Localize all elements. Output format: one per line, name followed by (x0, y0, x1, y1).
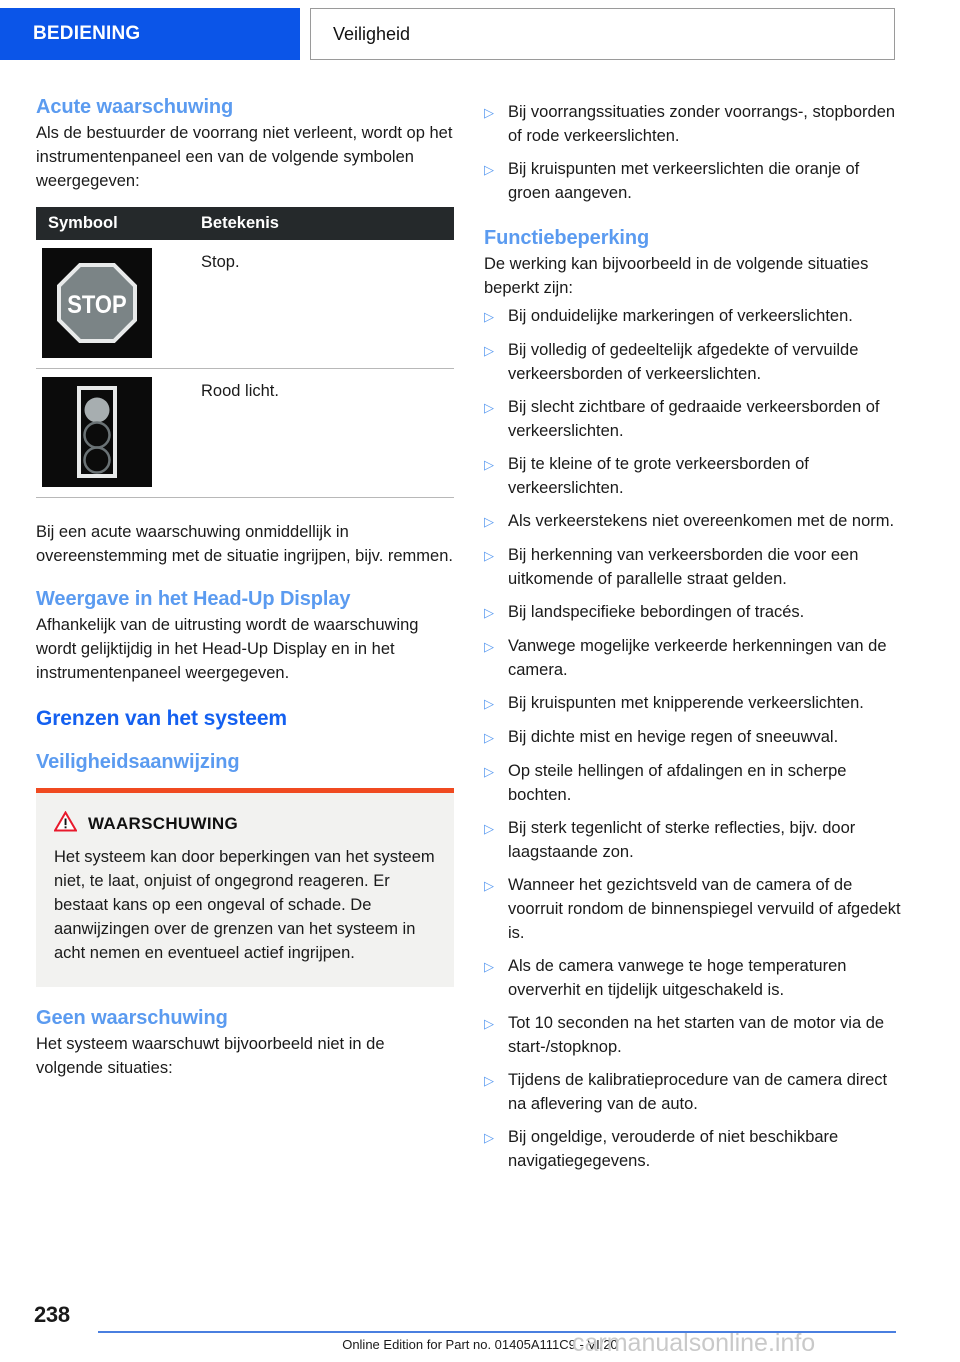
right-column (484, 96, 902, 1182)
triangle-bullet-icon: ▷ (484, 1016, 494, 1031)
warning-body: Het systeem kan door beperkingen van het systeem niet, te laat, onjuist of ongegrond reageren. Er bestaat kans op een ongeval of schade. De aanwijzingen over de grenzen van het systeem in acht nemen en eventueel actief ingrijpen. (54, 848, 435, 962)
triangle-bullet-icon: ▷ (484, 1073, 494, 1088)
list-item (484, 157, 902, 205)
stop-sign-icon (42, 248, 152, 358)
list-item-text: Bij slecht zichtbare of gedraaide verkeersborden of verkeerslichten. (508, 398, 880, 440)
triangle-bullet-icon: ▷ (484, 605, 494, 620)
table-row (36, 240, 454, 369)
column-header-symbol: Symbool (48, 214, 118, 232)
intro-paragraph: Als de bestuurder de voorrang niet verleent, wordt op het instrumentenpaneel een van de volgende symbolen weergegeven: (36, 124, 453, 190)
list-item-text: Op steile hellingen of afdalingen en in scherpe bochten. (508, 762, 847, 804)
heading-head-up-display: Weergave in het Head-Up Display (36, 588, 351, 610)
no-warning-paragraph: Het systeem waarschuwt bijvoorbeeld niet in de volgende situaties: (36, 1035, 385, 1077)
symbol-table-header (36, 207, 454, 240)
edition-text: Online Edition for Part no. 01405A111C9 - VI/20 (342, 1337, 618, 1352)
list-item (484, 395, 902, 443)
list-item-text: Als verkeerstekens niet overeenkomen met de norm. (508, 512, 895, 530)
symbol-cell (36, 248, 201, 358)
list-item-text: Wanneer het gezichtsveld van de camera of de voorruit rondom de binnenspiegel vervuild of afgedekt is. (508, 876, 901, 942)
table-row (36, 369, 454, 498)
list-item-text: Bij te kleine of te grote verkeersborden of verkeerslichten. (508, 455, 809, 497)
function-intro-paragraph: De werking kan bijvoorbeeld in de volgende situaties beperkt zijn: (484, 255, 869, 297)
triangle-bullet-icon: ▷ (484, 162, 494, 177)
heading-acute-warning: Acute waarschuwing (36, 96, 234, 118)
list-item (484, 100, 902, 148)
list-item (484, 509, 902, 534)
triangle-bullet-icon: ▷ (484, 959, 494, 974)
symbol-cell (36, 377, 201, 487)
column-header-meaning: Betekenis (201, 214, 279, 232)
list-item-text: Bij landspecifieke bebordingen of tracés. (508, 603, 805, 621)
triangle-bullet-icon: ▷ (484, 1130, 494, 1145)
section-tab-label: BEDIENING (33, 23, 141, 44)
traffic-light-icon (42, 377, 152, 487)
list-item (484, 452, 902, 500)
warning-title: WAARSCHUWING (88, 814, 238, 833)
list-item-text: Tot 10 seconden na het starten van de motor via de start-/stopknop. (508, 1014, 885, 1056)
meaning-cell: Stop. (201, 253, 240, 271)
list-item (484, 1068, 902, 1116)
triangle-bullet-icon: ▷ (484, 821, 494, 836)
list-item (484, 954, 902, 1002)
heading-system-limits: Grenzen van het systeem (36, 707, 287, 730)
triangle-bullet-icon: ▷ (484, 730, 494, 745)
page-header (0, 8, 960, 60)
list-item-text: Als de camera vanwege te hoge temperaturen oververhit en tijdelijk uitgeschakeld is. (508, 957, 847, 999)
list-item-text: Bij sterk tegenlicht of sterke reflecties, bijv. door laagstaande zon. (508, 819, 856, 861)
after-table-paragraph: Bij een acute waarschuwing onmiddellijk in overeenstemming met de situatie ingrijpen, bijv. remmen. (36, 523, 453, 565)
hud-paragraph: Afhankelijk van de uitrusting wordt de waarschuwing wordt gelijktijdig in het Head-Up Display en in het instrumentenpaneel weergegeven. (36, 616, 419, 682)
list-item-text: Bij voorrangssituaties zonder voorrangs-, stopborden of rode verkeerslichten. (508, 103, 896, 145)
heading-safety-note: Veiligheidsaanwijzing (36, 751, 240, 773)
watermark: carmanualsonline.info (572, 1329, 816, 1357)
list-item-text: Bij herkenning van verkeersborden die voor een uitkomende of parallelle straat gelden. (508, 546, 859, 588)
list-item (484, 873, 902, 945)
list-item (484, 304, 902, 329)
warning-box (36, 788, 454, 987)
triangle-bullet-icon: ▷ (484, 514, 494, 529)
triangle-bullet-icon: ▷ (484, 878, 494, 893)
no-warning-bullet-list (484, 100, 902, 205)
chapter-title: Veiligheid (333, 23, 411, 44)
meaning-cell: Rood licht. (201, 382, 279, 400)
triangle-bullet-icon: ▷ (484, 548, 494, 563)
section-tab (0, 8, 300, 60)
list-item (484, 1125, 902, 1173)
triangle-bullet-icon: ▷ (484, 457, 494, 472)
triangle-bullet-icon: ▷ (484, 343, 494, 358)
function-limitation-bullet-list (484, 304, 902, 1173)
list-item (484, 691, 902, 716)
list-item (484, 634, 902, 682)
list-item-text: Vanwege mogelijke verkeerde herkenningen van de camera. (508, 637, 887, 679)
list-item (484, 600, 902, 625)
triangle-bullet-icon: ▷ (484, 400, 494, 415)
triangle-bullet-icon: ▷ (484, 696, 494, 711)
list-item (484, 725, 902, 750)
svg-text:STOP: STOP (67, 290, 127, 319)
warning-title-row (54, 811, 436, 837)
symbol-table (36, 207, 454, 498)
list-item (484, 338, 902, 386)
list-item-text: Bij kruispunten met knipperende verkeerslichten. (508, 694, 864, 712)
list-item (484, 816, 902, 864)
heading-function-limitation: Functiebeperking (484, 227, 650, 249)
list-item-text: Bij onduidelijke markeringen of verkeerslichten. (508, 307, 853, 325)
list-item (484, 1011, 902, 1059)
left-column (36, 96, 454, 1080)
heading-no-warning: Geen waarschuwing (36, 1007, 228, 1029)
list-item-text: Bij dichte mist en hevige regen of sneeuwval. (508, 728, 839, 746)
triangle-bullet-icon: ▷ (484, 639, 494, 654)
list-item (484, 543, 902, 591)
list-item (484, 759, 902, 807)
warning-triangle-icon (54, 811, 77, 837)
list-item-text: Bij kruispunten met verkeerslichten die oranje of groen aangeven. (508, 160, 860, 202)
list-item-text: Bij ongeldige, verouderde of niet beschikbare navigatiegegevens. (508, 1128, 839, 1170)
list-item-text: Bij volledig of gedeeltelijk afgedekte of vervuilde verkeersborden of verkeerslichten. (508, 341, 859, 383)
page-number: 238 (34, 1302, 70, 1327)
triangle-bullet-icon: ▷ (484, 105, 494, 120)
chapter-title-box (310, 8, 895, 60)
triangle-bullet-icon: ▷ (484, 764, 494, 779)
list-item-text: Tijdens de kalibratieprocedure van de camera direct na aflevering van de auto. (508, 1071, 888, 1113)
triangle-bullet-icon: ▷ (484, 309, 494, 324)
